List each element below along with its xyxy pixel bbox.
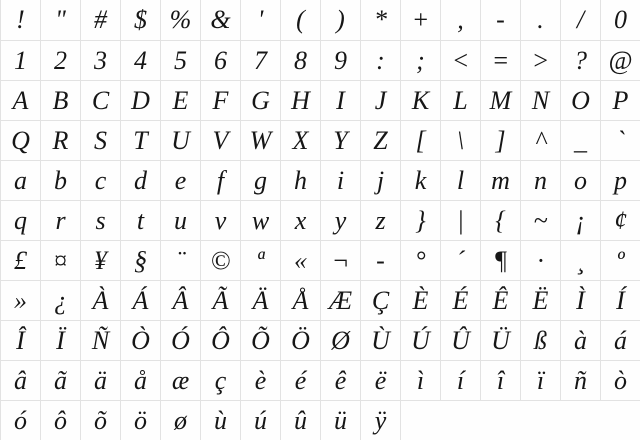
glyph-cell[interactable]: C — [80, 80, 120, 120]
glyph-cell[interactable]: * — [360, 0, 400, 40]
glyph-cell[interactable]: / — [560, 0, 600, 40]
glyph-row — [0, 320, 640, 360]
glyph-cell[interactable]: ª — [240, 240, 280, 280]
glyph-cell[interactable]: E — [160, 80, 200, 120]
glyph-cell[interactable]: : — [360, 40, 400, 80]
glyph-cell[interactable]: r — [40, 200, 80, 240]
glyph-cell[interactable]: Ì — [560, 280, 600, 320]
glyph-cell[interactable]: ÿ — [360, 400, 400, 440]
glyph-cell[interactable]: Ä — [240, 280, 280, 320]
glyph-cell[interactable]: Y — [320, 120, 360, 160]
glyph-cell[interactable]: P — [600, 80, 640, 120]
glyph-cell[interactable]: © — [200, 240, 240, 280]
glyph-cell[interactable]: É — [440, 280, 480, 320]
glyph-cell[interactable]: } — [400, 200, 440, 240]
glyph-cell[interactable]: K — [400, 80, 440, 120]
glyph-cell[interactable]: £ — [0, 240, 40, 280]
glyph-cell[interactable]: $ — [120, 0, 160, 40]
glyph-cell[interactable]: e — [160, 160, 200, 200]
glyph-cell[interactable]: G — [240, 80, 280, 120]
glyph-cell[interactable]: A — [0, 80, 40, 120]
glyph-cell[interactable]: T — [120, 120, 160, 160]
glyph-cell[interactable]: Õ — [240, 320, 280, 360]
glyph-cell[interactable]: î — [480, 360, 520, 400]
glyph-cell[interactable]: z — [360, 200, 400, 240]
glyph-cell[interactable]: " — [40, 0, 80, 40]
glyph-cell[interactable]: % — [160, 0, 200, 40]
glyph-cell[interactable]: ñ — [560, 360, 600, 400]
glyph-cell[interactable]: X — [280, 120, 320, 160]
glyph-cell[interactable]: , — [440, 0, 480, 40]
glyph-cell[interactable]: 7 — [240, 40, 280, 80]
glyph-cell[interactable]: o — [560, 160, 600, 200]
glyph-cell[interactable]: p — [600, 160, 640, 200]
glyph-cell[interactable]: l — [440, 160, 480, 200]
glyph-cell[interactable]: ; — [400, 40, 440, 80]
glyph-cell[interactable]: | — [440, 200, 480, 240]
glyph-cell[interactable]: N — [520, 80, 560, 120]
glyph-cell[interactable]: 8 — [280, 40, 320, 80]
glyph-cell[interactable]: > — [520, 40, 560, 80]
glyph-cell[interactable]: i — [320, 160, 360, 200]
glyph-cell[interactable]: g — [240, 160, 280, 200]
glyph-cell[interactable]: { — [480, 200, 520, 240]
glyph-cell[interactable]: ó — [0, 400, 40, 440]
glyph-cell[interactable]: È — [400, 280, 440, 320]
empty-region — [400, 400, 640, 440]
glyph-cell[interactable]: L — [440, 80, 480, 120]
glyph-cell[interactable]: [ — [400, 120, 440, 160]
glyph-cell[interactable]: H — [280, 80, 320, 120]
glyph-cell[interactable]: ã — [40, 360, 80, 400]
glyph-cell[interactable]: 9 — [320, 40, 360, 80]
glyph-cell[interactable]: Ü — [480, 320, 520, 360]
glyph-row — [0, 280, 640, 320]
glyph-row — [0, 80, 640, 120]
glyph-cell[interactable]: é — [280, 360, 320, 400]
glyph-cell[interactable]: Û — [440, 320, 480, 360]
glyph-cell[interactable]: 1 — [0, 40, 40, 80]
glyph-cell[interactable]: @ — [600, 40, 640, 80]
glyph-cell[interactable]: Ö — [280, 320, 320, 360]
glyph-cell[interactable]: 0 — [600, 0, 640, 40]
glyph-cell[interactable]: . — [520, 0, 560, 40]
glyph-cell[interactable]: ç — [200, 360, 240, 400]
glyph-row — [0, 240, 640, 280]
glyph-cell[interactable]: æ — [160, 360, 200, 400]
glyph-cell[interactable]: ¿ — [40, 280, 80, 320]
glyph-cell[interactable]: ¸ — [560, 240, 600, 280]
glyph-cell[interactable]: 3 — [80, 40, 120, 80]
glyph-cell[interactable]: k — [400, 160, 440, 200]
glyph-cell[interactable]: # — [80, 0, 120, 40]
glyph-cell[interactable]: c — [80, 160, 120, 200]
glyph-cell[interactable]: ì — [400, 360, 440, 400]
glyph-cell[interactable]: U — [160, 120, 200, 160]
glyph-cell[interactable]: å — [120, 360, 160, 400]
glyph-cell[interactable]: < — [440, 40, 480, 80]
glyph-cell[interactable]: ¬ — [320, 240, 360, 280]
glyph-cell[interactable]: ] — [480, 120, 520, 160]
glyph-cell[interactable]: ` — [600, 120, 640, 160]
glyph-cell[interactable]: t — [120, 200, 160, 240]
glyph-row — [0, 40, 640, 80]
glyph-cell[interactable]: Ø — [320, 320, 360, 360]
glyph-cell[interactable]: Ã — [200, 280, 240, 320]
glyph-cell[interactable]: á — [600, 320, 640, 360]
glyph-cell[interactable]: ø — [160, 400, 200, 440]
glyph-cell[interactable]: ¥ — [80, 240, 120, 280]
glyph-cell[interactable]: 2 — [40, 40, 80, 80]
glyph-cell[interactable]: À — [80, 280, 120, 320]
glyph-cell[interactable]: f — [200, 160, 240, 200]
glyph-cell[interactable]: V — [200, 120, 240, 160]
glyph-cell[interactable]: ( — [280, 0, 320, 40]
glyph-cell[interactable]: Å — [280, 280, 320, 320]
glyph-cell[interactable]: ¤ — [40, 240, 80, 280]
glyph-row — [0, 200, 640, 240]
glyph-cell[interactable]: w — [240, 200, 280, 240]
glyph-cell[interactable]: d — [120, 160, 160, 200]
glyph-cell[interactable]: s — [80, 200, 120, 240]
glyph-cell[interactable]: § — [120, 240, 160, 280]
glyph-cell[interactable]: Ú — [400, 320, 440, 360]
glyph-cell[interactable]: Ô — [200, 320, 240, 360]
glyph-cell[interactable]: ê — [320, 360, 360, 400]
glyph-cell[interactable]: â — [0, 360, 40, 400]
glyph-cell[interactable]: » — [0, 280, 40, 320]
glyph-cell[interactable]: J — [360, 80, 400, 120]
glyph-cell[interactable]: O — [560, 80, 600, 120]
glyph-cell[interactable]: 6 — [200, 40, 240, 80]
glyph-cell[interactable]: \ — [440, 120, 480, 160]
glyph-cell[interactable]: à — [560, 320, 600, 360]
glyph-cell[interactable]: Ù — [360, 320, 400, 360]
glyph-cell[interactable]: 5 — [160, 40, 200, 80]
glyph-cell[interactable]: ' — [240, 0, 280, 40]
glyph-row — [0, 0, 640, 40]
glyph-cell[interactable]: ä — [80, 360, 120, 400]
glyph-cell[interactable]: Á — [120, 280, 160, 320]
glyph-cell[interactable]: S — [80, 120, 120, 160]
glyph-cell[interactable]: Â — [160, 280, 200, 320]
glyph-cell[interactable]: º — [600, 240, 640, 280]
glyph-cell[interactable]: Ó — [160, 320, 200, 360]
glyph-cell[interactable]: B — [40, 80, 80, 120]
glyph-cell[interactable]: Ë — [520, 280, 560, 320]
glyph-cell[interactable]: ¢ — [600, 200, 640, 240]
glyph-cell[interactable]: ° — [400, 240, 440, 280]
glyph-cell[interactable]: Ç — [360, 280, 400, 320]
glyph-cell[interactable]: ï — [520, 360, 560, 400]
glyph-cell[interactable]: ´ — [440, 240, 480, 280]
glyph-cell[interactable]: Í — [600, 280, 640, 320]
glyph-cell[interactable]: ß — [520, 320, 560, 360]
glyph-cell[interactable]: R — [40, 120, 80, 160]
glyph-cell[interactable]: q — [0, 200, 40, 240]
glyph-cell[interactable]: = — [480, 40, 520, 80]
glyph-cell[interactable]: ô — [40, 400, 80, 440]
glyph-cell[interactable]: I — [320, 80, 360, 120]
glyph-cell[interactable]: ë — [360, 360, 400, 400]
glyph-cell[interactable]: D — [120, 80, 160, 120]
glyph-cell[interactable]: x — [280, 200, 320, 240]
glyph-cell[interactable]: « — [280, 240, 320, 280]
glyph-cell[interactable]: + — [400, 0, 440, 40]
glyph-cell[interactable]: h — [280, 160, 320, 200]
glyph-cell[interactable]: í — [440, 360, 480, 400]
glyph-cell[interactable]: ö — [120, 400, 160, 440]
glyph-cell[interactable]: Ê — [480, 280, 520, 320]
glyph-cell[interactable]: Æ — [320, 280, 360, 320]
glyph-cell[interactable]: · — [520, 240, 560, 280]
glyph-cell[interactable]: F — [200, 80, 240, 120]
glyph-cell[interactable]: Î — [0, 320, 40, 360]
glyph-cell[interactable]: û — [280, 400, 320, 440]
glyph-row — [0, 160, 640, 200]
glyph-cell[interactable]: j — [360, 160, 400, 200]
glyph-cell[interactable]: v — [200, 200, 240, 240]
glyph-cell[interactable]: ò — [600, 360, 640, 400]
glyph-cell[interactable]: õ — [80, 400, 120, 440]
glyph-cell[interactable]: Z — [360, 120, 400, 160]
glyph-cell[interactable]: ) — [320, 0, 360, 40]
glyph-cell[interactable]: a — [0, 160, 40, 200]
glyph-cell[interactable]: ^ — [520, 120, 560, 160]
glyph-cell[interactable]: ü — [320, 400, 360, 440]
glyph-cell[interactable]: ~ — [520, 200, 560, 240]
glyph-cell[interactable]: Q — [0, 120, 40, 160]
glyph-cell[interactable]: y — [320, 200, 360, 240]
glyph-cell[interactable]: ! — [0, 0, 40, 40]
glyph-cell[interactable]: m — [480, 160, 520, 200]
glyph-cell[interactable]: W — [240, 120, 280, 160]
glyph-cell[interactable]: ¨ — [160, 240, 200, 280]
glyph-cell[interactable]: ù — [200, 400, 240, 440]
glyph-cell[interactable]: & — [200, 0, 240, 40]
glyph-row — [0, 360, 640, 400]
glyph-cell[interactable]: n — [520, 160, 560, 200]
glyph-cell[interactable]: Ò — [120, 320, 160, 360]
glyph-cell[interactable]: - — [360, 240, 400, 280]
glyph-cell[interactable]: u — [160, 200, 200, 240]
glyph-cell[interactable]: _ — [560, 120, 600, 160]
glyph-cell[interactable]: Ñ — [80, 320, 120, 360]
glyph-cell[interactable]: 4 — [120, 40, 160, 80]
glyph-cell[interactable]: Ï — [40, 320, 80, 360]
glyph-row — [0, 400, 640, 440]
glyph-cell[interactable]: ú — [240, 400, 280, 440]
glyph-cell[interactable]: - — [480, 0, 520, 40]
glyph-row — [0, 120, 640, 160]
glyph-cell[interactable]: b — [40, 160, 80, 200]
glyph-cell[interactable]: è — [240, 360, 280, 400]
glyph-cell[interactable]: ? — [560, 40, 600, 80]
glyph-cell[interactable]: ¶ — [480, 240, 520, 280]
glyph-cell[interactable]: ¡ — [560, 200, 600, 240]
glyph-cell[interactable]: M — [480, 80, 520, 120]
